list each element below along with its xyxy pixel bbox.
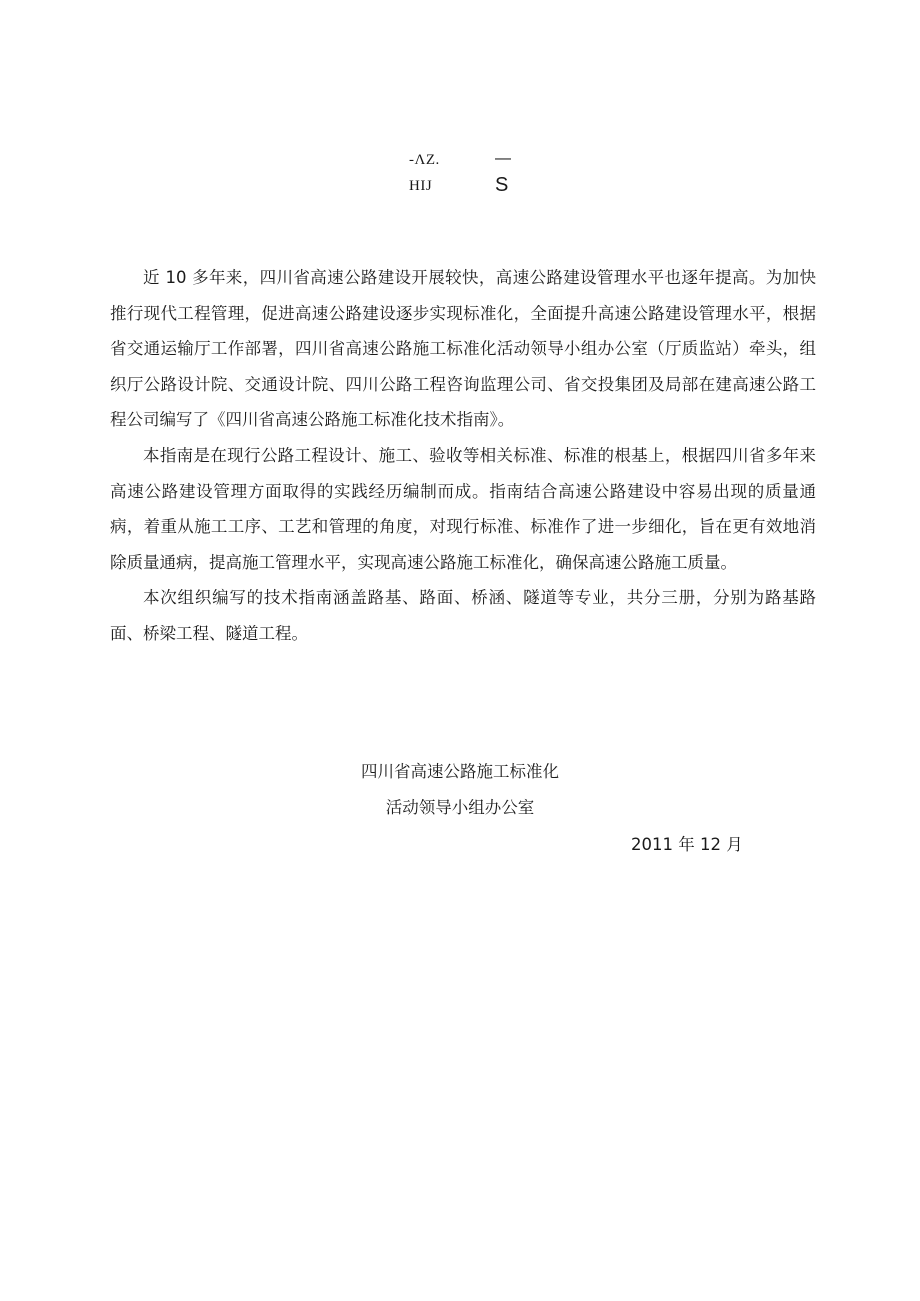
heading-row-2-right: S [495,174,509,196]
heading-row-1-left: -ΛZ. [409,152,440,168]
body-text [110,260,816,652]
paragraph-2: 本指南是在现行公路工程设计、施工、验收等相关标准、标准的根基上，根据四川省多年来高速公路建设管理方面取得的实践经历编制而成。指南结合高速公路建设中容易出现的质量通病，着重从施工工序、工艺和管理的角度，对现行标准、标准作了进一步细化，旨在更有效地消除质量通病，提高施工管理水平，实现高速公路施工标准化，确保高速公路施工质量。 [110,445,816,572]
heading-row-2-left: HIJ [409,178,433,194]
paragraph-3: 本次组织编写的技术指南涵盖路基、路面、桥涵、隧道等专业，共分三册，分别为路基路面、桥梁工程、隧道工程。 [110,588,816,643]
heading-row-2 [395,174,535,202]
signature-date: 2011 年 12 月 [631,835,743,854]
heading-row-1 [395,152,535,176]
heading-row-1-right: — [495,150,511,167]
page-heading [395,150,535,210]
signature-office: 活动领导小组办公室 [385,798,535,817]
paragraph-1: 近 10 多年来，四川省高速公路建设开展较快，高速公路建设管理水平也逐年提高。为加快推行现代工程管理，促进高速公路建设逐步实现标准化，全面提升高速公路建设管理水平，根据省交通运输厅工作部署，四川省高速公路施工标准化活动领导小组办公室（厅质监站）牵头，组织厅公路设计院、交通设计院、四川公路工程咨询监理公司、省交投集团及局部在建高速公路工程公司编写了《四川省高速公路施工标准化技术指南》。 [110,268,816,430]
signature-organization: 四川省高速公路施工标准化 [361,762,559,781]
